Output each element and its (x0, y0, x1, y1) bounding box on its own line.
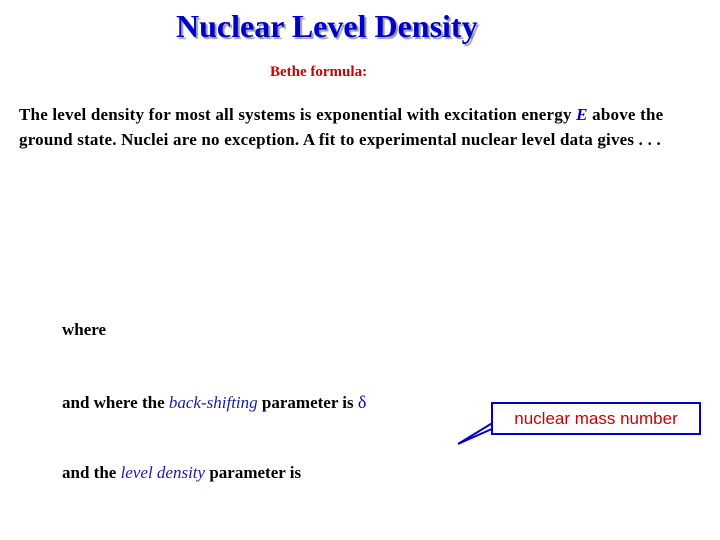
backshift-suffix: parameter is (257, 393, 358, 412)
level-density-prefix: and the (62, 463, 121, 482)
level-density-term: level density (120, 463, 206, 482)
level-density-suffix: parameter is (205, 463, 302, 482)
callout-box: nuclear mass number (491, 402, 701, 435)
intro-text-end: above the ground state. Nuclei are no exception. A fit to experimental nuclear level data gives . . . (19, 105, 664, 149)
energy-symbol: E (576, 105, 588, 124)
where-label: where (62, 320, 107, 339)
delta-symbol: δ (357, 392, 367, 412)
level-density-line (62, 463, 301, 483)
slide-title: Nuclear Level Density (176, 8, 478, 44)
slide-subtitle: Bethe formula: (270, 64, 368, 80)
backshift-term: back-shifting (168, 393, 258, 412)
intro-paragraph (19, 102, 709, 152)
backshift-prefix: and where the (62, 393, 169, 412)
intro-text-start: The level density for most all systems is exponential with excitation energy (19, 105, 577, 124)
backshift-line (62, 392, 366, 413)
callout-pointer-icon (452, 420, 496, 446)
